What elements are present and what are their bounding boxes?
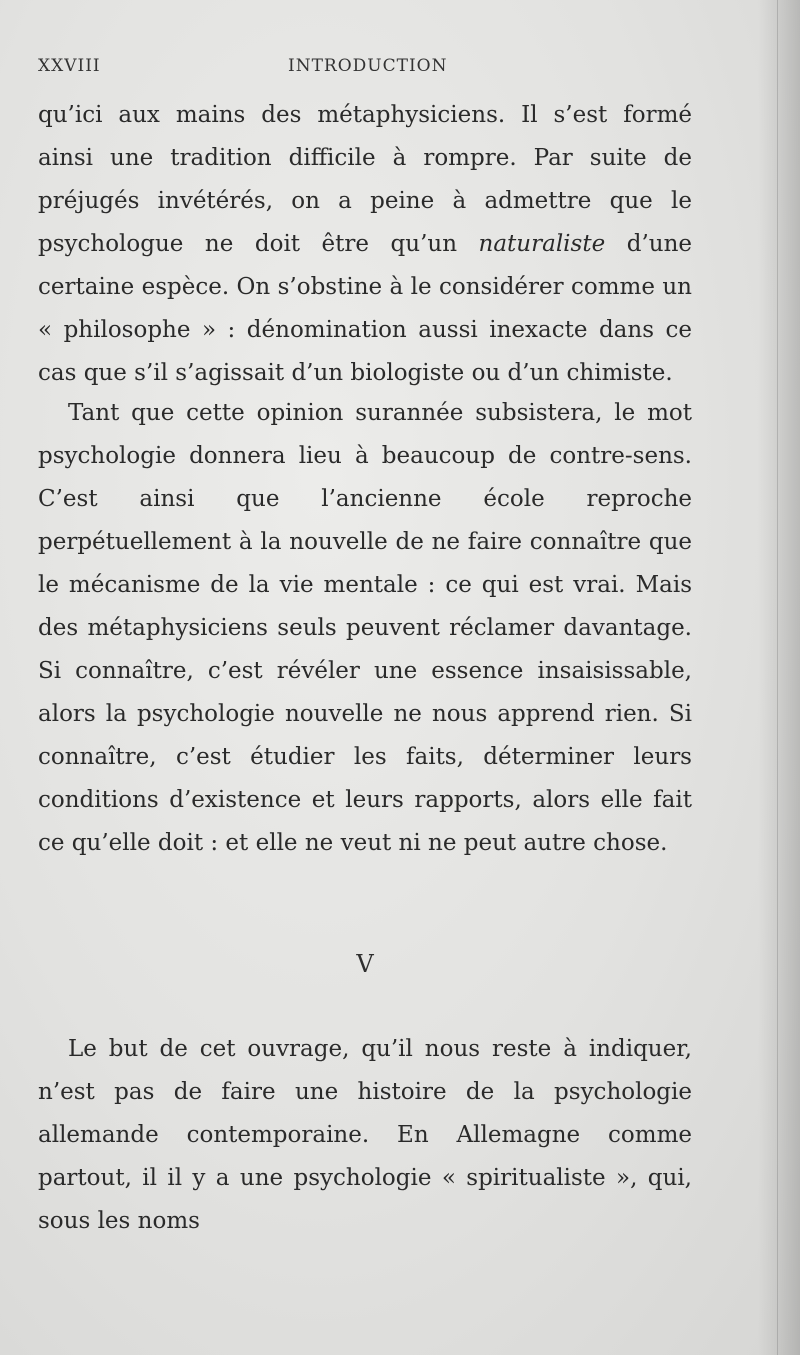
paragraph-2-text: Tant que cette opinion surannée subsistera, le mot psychologie donnera lieu à beaucoup de contre-sens. C’est ainsi que l’ancienne école reproche perpétuellement à la nouvelle de ne faire connaître que le mécanisme de la vie mentale : ce qui est vrai. Mais des métaphysiciens seuls peuvent réclamer davantage. Si connaître, c’est révéler une essence insaisissable, alors la psychologie nouvelle ne nous apprend rien. Si connaître, c’est étudier les faits, déterminer leurs conditions d’existence et leurs rapports, alors elle fait ce qu’elle doit : et elle ne veut ni ne peut autre chose. xyxy=(38,400,692,856)
running-head xyxy=(38,56,692,80)
page-edge-line xyxy=(777,0,778,1355)
paragraph-2 xyxy=(38,392,692,865)
paragraph-3 xyxy=(38,1028,692,1243)
paragraph-1-italic: naturaliste xyxy=(478,231,606,257)
paragraph-1-before: qu’ici aux mains des métaphysiciens. Il s’est formé ainsi une tradition difficile à rompre. Par suite de préjugés invétérés, on a peine à admettre que le psychologue ne doit être qu’un xyxy=(38,102,692,257)
page-edge-shadow xyxy=(758,0,800,1355)
paragraph-1-after: d’une certaine espèce. On s’obstine à le considérer comme un « philosophe » : dénomination aussi inexacte dans ce cas que s’il s’agissait d’un biologiste ou d’un chimiste. xyxy=(38,231,692,386)
running-title: INTRODUCTION xyxy=(288,56,448,76)
page-number: XXVIII xyxy=(38,56,101,76)
section-number: V xyxy=(356,950,374,978)
paragraph-3-text: Le but de cet ouvrage, qu’il nous reste à indiquer, n’est pas de faire une histoire de la psychologie allemande contemporaine. En Allemagne comme partout, il il y a une psychologie « spiritualiste », qui, sous les noms xyxy=(38,1036,692,1234)
paragraph-1-text xyxy=(38,94,692,395)
paragraph-1 xyxy=(38,94,692,395)
